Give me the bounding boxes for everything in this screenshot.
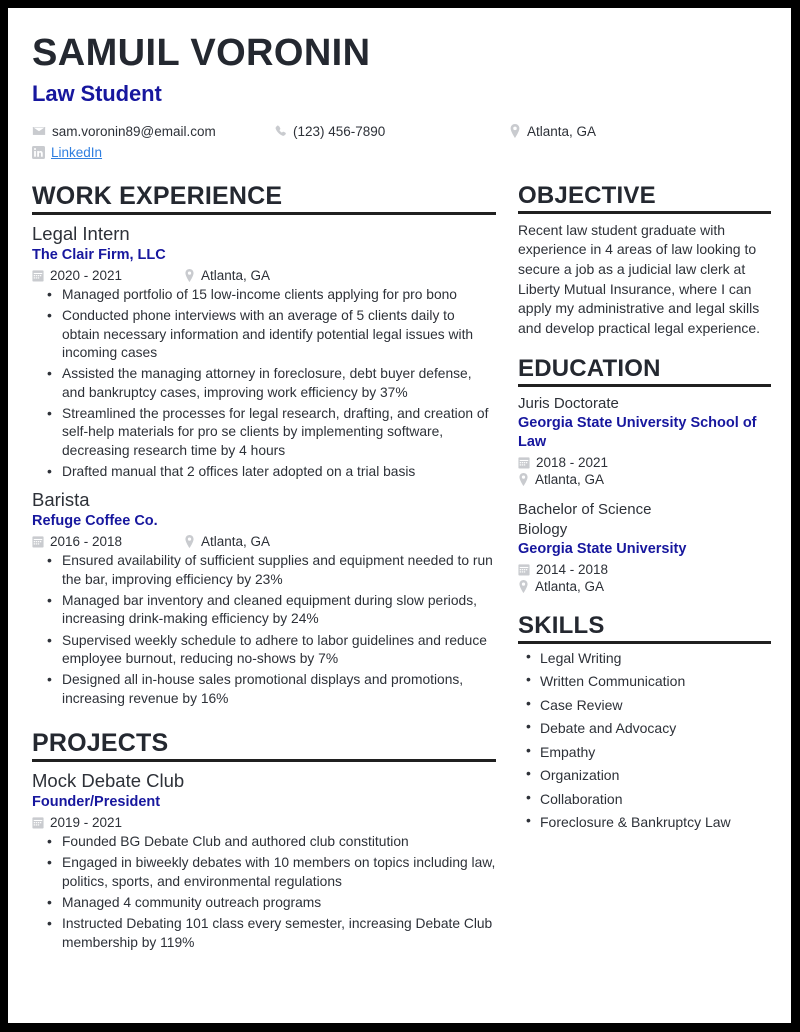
map-pin-icon: [518, 580, 529, 593]
resume-header: [32, 34, 767, 163]
section-education: [518, 356, 771, 593]
project-role: Founder/President: [32, 794, 161, 811]
job-location-text: Atlanta, GA: [201, 534, 271, 550]
contact-row-2: [32, 142, 767, 163]
calendar-icon: [518, 563, 530, 576]
section-divider: [32, 212, 496, 215]
section-work-experience: [32, 183, 496, 708]
education-school: Georgia State University: [518, 540, 687, 557]
job-location: [184, 268, 270, 283]
list-item: • Conducted phone interviews with an average of 5 clients daily to obtain necessary information and identify potential legal issues with incoming cases: [62, 307, 496, 362]
calendar-icon: [32, 816, 44, 829]
section-heading-education: EDUCATION: [518, 355, 661, 383]
section-projects: [32, 730, 496, 952]
section-divider: [32, 759, 496, 762]
job-company: Refuge Coffee Co.: [32, 513, 158, 530]
contact-phone-text: (123) 456-7890: [293, 123, 386, 139]
list-item: • Written Communication: [540, 674, 771, 688]
education-entry: [518, 394, 771, 487]
education-dates: [518, 562, 771, 577]
calendar-icon: [32, 535, 44, 548]
job-dates: [32, 534, 184, 549]
list-item: • Engaged in biweekly debates with 10 members on topics including law, politics, sports, and environmental regulations: [62, 854, 496, 891]
education-meta: [518, 455, 771, 487]
section-heading-projects: PROJECTS: [32, 729, 169, 758]
education-location: [518, 472, 771, 487]
list-item: • Ensured availability of sufficient supplies and equipment needed to run the bar, improving efficiency by 23%: [62, 552, 496, 589]
objective-text: Recent law student graduate with experience in 4 areas of law looking to secure a job as a judicial law clerk at Liberty Mutual Insurance, where I can apply my administrative and legal skills and develop practical legal experience.: [518, 221, 761, 336]
list-item: • Organization: [540, 768, 771, 782]
section-divider: [518, 211, 771, 214]
list-item: • Designed all in-house sales promotional displays and promotions, increasing revenue by 16%: [62, 671, 496, 708]
contact-row-1: [32, 121, 767, 142]
list-item: • Founded BG Debate Club and authored club constitution: [62, 833, 496, 851]
contact-phone[interactable]: [274, 121, 509, 142]
map-pin-icon: [184, 535, 195, 548]
section-objective: [518, 183, 771, 338]
contact-email[interactable]: [32, 121, 274, 142]
job-dates-text: 2016 - 2018: [50, 534, 123, 550]
resume-body: [32, 183, 767, 956]
project-dates: [32, 815, 184, 830]
section-skills: [518, 613, 771, 829]
project-bullets: [32, 833, 496, 952]
job-meta: [32, 534, 496, 549]
job-title: Legal Intern: [32, 222, 130, 244]
education-school: Georgia State University School of Law: [518, 415, 757, 451]
contact-location: [509, 121, 729, 142]
calendar-icon: [32, 269, 44, 282]
map-pin-icon: [509, 124, 521, 138]
resume-sheet: [8, 8, 791, 1023]
work-entry: [32, 222, 496, 481]
section-divider: [518, 384, 771, 387]
project-dates-text: 2019 - 2021: [50, 814, 123, 830]
candidate-name: SAMUIL VORONIN: [32, 32, 371, 74]
list-item: • Foreclosure & Bankruptcy Law: [540, 815, 771, 829]
right-column: [518, 183, 771, 839]
job-location-text: Atlanta, GA: [201, 267, 271, 283]
education-dates-text: 2018 - 2021: [536, 454, 609, 470]
work-entry: [32, 488, 496, 708]
job-bullets: [32, 552, 496, 708]
job-meta: [32, 268, 496, 283]
education-field: Biology: [518, 520, 568, 538]
list-item: • Managed bar inventory and cleaned equipment during slow periods, increasing drink-making efficiency by 24%: [62, 592, 496, 629]
project-entry: [32, 769, 496, 952]
list-item: • Managed portfolio of 15 low-income clients applying for pro bono: [62, 286, 496, 304]
contact-block: [32, 121, 767, 163]
job-location: [184, 534, 270, 549]
job-company: The Clair Firm, LLC: [32, 247, 166, 264]
envelope-icon: [32, 124, 46, 138]
contact-location-text: Atlanta, GA: [527, 123, 597, 139]
contact-linkedin-text[interactable]: LinkedIn: [51, 144, 103, 160]
list-item: • Empathy: [540, 745, 771, 759]
list-item: • Case Review: [540, 698, 771, 712]
education-degree: Bachelor of Science: [518, 500, 652, 518]
map-pin-icon: [184, 269, 195, 282]
list-item: • Assisted the managing attorney in foreclosure, debt buyer defense, and bankruptcy cases, improving work efficiency by 37%: [62, 365, 496, 402]
list-item: • Managed 4 community outreach programs: [62, 894, 496, 912]
map-pin-icon: [518, 473, 529, 486]
education-location-text: Atlanta, GA: [535, 471, 605, 487]
education-location-text: Atlanta, GA: [535, 578, 605, 594]
contact-linkedin[interactable]: [32, 142, 274, 163]
list-item: • Drafted manual that 2 offices later adopted on a trial basis: [62, 463, 496, 481]
list-item: • Collaboration: [540, 792, 771, 806]
candidate-title: Law Student: [32, 80, 162, 106]
project-meta: [32, 815, 496, 830]
contact-email-text: sam.voronin89@email.com: [52, 123, 216, 139]
job-bullets: [32, 286, 496, 481]
list-item: • Debate and Advocacy: [540, 721, 771, 735]
education-degree: Juris Doctorate: [518, 395, 619, 413]
job-dates: [32, 268, 184, 283]
project-title: Mock Debate Club: [32, 770, 185, 792]
calendar-icon: [518, 456, 530, 469]
job-title: Barista: [32, 489, 90, 511]
list-item: • Instructed Debating 101 class every semester, increasing Debate Club membership by 119%: [62, 915, 496, 952]
education-dates-text: 2014 - 2018: [536, 561, 609, 577]
linkedin-icon: [32, 146, 45, 159]
education-dates: [518, 455, 771, 470]
left-column: [32, 183, 496, 956]
section-heading-skills: SKILLS: [518, 611, 605, 639]
section-divider: [518, 641, 771, 644]
list-item: • Supervised weekly schedule to adhere to labor guidelines and reduce employee burnout, reducing no-shows by 7%: [62, 632, 496, 669]
education-meta: [518, 562, 771, 594]
section-heading-objective: OBJECTIVE: [518, 181, 656, 209]
job-dates-text: 2020 - 2021: [50, 267, 123, 283]
list-item: • Legal Writing: [540, 651, 771, 665]
skills-list: [518, 651, 771, 830]
education-location: [518, 579, 771, 594]
list-item: • Streamlined the processes for legal research, drafting, and creation of self-help materials for pro se clients by implementing software, decreasing research time by 4 hours: [62, 405, 496, 460]
phone-icon: [274, 124, 287, 138]
education-entry: [518, 500, 771, 594]
section-heading-work-experience: WORK EXPERIENCE: [32, 181, 283, 210]
